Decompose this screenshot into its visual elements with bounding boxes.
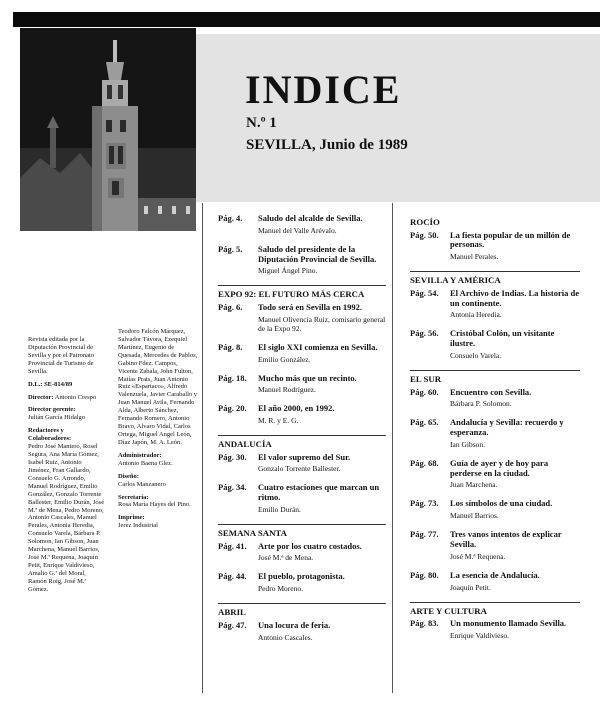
page-number: Pág. 20. <box>218 403 247 414</box>
page-number: Pág. 30. <box>218 451 247 462</box>
credits-column-left <box>28 336 106 599</box>
index-entry <box>410 499 580 520</box>
article-title: La fiesta popular de un millón de personas. <box>450 229 571 250</box>
article-title: El Archivo de Indias. La historia de un continente. <box>450 287 580 308</box>
article-author: Manuel del Valle Arévalo. <box>258 225 337 235</box>
index-entry <box>410 459 580 490</box>
page-number: Pág. 83. <box>410 618 439 629</box>
index-column-middle <box>218 214 386 652</box>
city-date: SEVILLA, Junio de 1989 <box>246 137 408 153</box>
collaborators-list-b: Teodoro Falcón Márquez, Salvador Távora, Ezequiel Martínez, Eugenio de Quesada, Mercedes de Pablos, Gabino Fdez. Campos, Vicente Zabala, John Fulton, Matías Prats, Juan Antonio Ruiz «Espartaco», Alfredo Valenzuela, Javier Caraballo y Juan Manuel Avila, Fernando Alda, Alberto Sánchez, Fernando Romero, Antonio Bravo, Alvaro Vidal, Carlos Ortega, Miguel Angel León, Díaz Japón, M. A. León. <box>118 328 198 446</box>
index-entry <box>410 289 580 320</box>
giralda-tower-image <box>20 28 196 231</box>
section-heading: ROCÍO <box>410 217 440 227</box>
article-title: Mucho más que un recinto. <box>258 372 357 383</box>
section-divider <box>410 271 580 272</box>
article-title: Los símbolos de una ciudad. <box>450 498 553 509</box>
page-number: Pág. 6. <box>218 301 243 312</box>
page-number: Pág. 56. <box>410 328 439 339</box>
column-divider-1 <box>202 203 203 693</box>
article-author: Enrique Valdivieso. <box>450 630 510 640</box>
article-author: Miguel Ángel Pino. <box>258 266 318 276</box>
section-heading: SEMANA SANTA <box>218 528 288 538</box>
print-label: Imprime: <box>118 514 145 522</box>
page-number: Pág. 68. <box>410 457 439 468</box>
index-entry <box>218 303 386 333</box>
secretary-label: Secretaría: <box>118 493 149 501</box>
article-author: M. R. y E. G. <box>258 416 299 426</box>
article-title: Un monumento llamado Sevilla. <box>450 618 567 629</box>
article-author: Bárbara P. Solomon. <box>450 399 512 409</box>
article-author: Emilio González. <box>258 354 311 364</box>
index-entry <box>410 418 580 449</box>
article-title: Andalucía y Sevilla: recuerdo y esperanza. <box>450 417 564 438</box>
design-label: Diseño: <box>118 472 139 480</box>
collaborators-list-a: Pedro José Mantero, Rosel Segura, Ana María Gómez, Isabel Ruiz, Antonio Jiménez, Fran Gallardo, Consuelo G. Arrondo, Manuel Rodríguez, Emilio González, Gonzalo Torrente Ballester, Emilio Durán, José M.ª de Mena, Pedro Moreno, Antonio Cascales, Manuel Perales, Antonia Heredia, Consuelo Varela, Bárbara P. Solomon, Ian Gibson, Juan Marchena, Manuel Barrios, José M.ª Requena, Joaquín Petit, Enrique Valdivieso, Amalio G.ª del Moral, Ramón Roig, José M.ª Gómez. <box>28 443 105 593</box>
page-number: Pág. 65. <box>410 417 439 428</box>
admin-label: Administrador: <box>118 451 162 459</box>
article-title: Tres vanos intentos de explicar Sevilla. <box>450 529 562 549</box>
section-divider <box>410 370 580 371</box>
index-entry <box>218 542 386 563</box>
article-title: La esencia de Andalucía. <box>450 569 540 580</box>
article-title: Saludo del presidente de la Diputación Provincial de Sevilla. <box>258 243 377 264</box>
index-entry <box>218 374 386 395</box>
index-title: INDICE <box>245 67 402 112</box>
article-title: Cuatro estaciones que marcan un ritmo. <box>258 482 380 503</box>
section-divider <box>218 603 386 604</box>
article-author: José M.ª de Mena. <box>258 553 314 563</box>
index-entry <box>410 231 580 262</box>
index-entry <box>410 619 580 640</box>
index-entry <box>218 404 386 425</box>
collaborators-label: Redactores y Colaboradores: <box>28 427 72 443</box>
secretary-name: Rosa María Hayes del Pino. <box>118 501 191 509</box>
article-title: El siglo XXI comienza en Sevilla. <box>258 341 378 352</box>
section-heading: EXPO 92: EL FUTURO MÁS CERCA <box>218 289 365 300</box>
index-entry <box>218 621 386 642</box>
page-number: Pág. 8. <box>218 341 243 352</box>
article-title: Encuentro con Sevilla. <box>450 386 532 397</box>
article-title: Cristóbal Colón, un visitante ilustre. <box>450 328 555 349</box>
index-entry <box>410 388 580 409</box>
legal-deposit: D.L.: SE-814/89 <box>28 380 73 388</box>
page-number: Pág. 34. <box>218 482 247 493</box>
column-divider-2 <box>392 203 393 693</box>
article-title: El valor supremo del Sur. <box>258 451 351 462</box>
index-entry <box>410 329 580 360</box>
design-name: Carlos Manzanero <box>118 480 166 488</box>
article-author: Gonzalo Torrente Ballester. <box>258 464 341 474</box>
manager-name: Julián García Hidalgo <box>28 414 86 422</box>
director-label: Director: <box>28 393 54 401</box>
article-author: Antonia Heredia. <box>450 310 502 320</box>
section-heading: ABRIL <box>218 607 246 618</box>
index-entry <box>218 343 386 364</box>
article-title: Arte por los cuatro costados. <box>258 540 362 551</box>
section-heading: ARTE Y CULTURA <box>410 605 487 616</box>
admin-name: Antonio Baena Glez. <box>118 459 173 467</box>
article-author: Manuel Barrios. <box>450 511 499 521</box>
article-title: Todo será en Sevilla en 1992. <box>258 301 363 312</box>
section-divider <box>218 524 386 525</box>
article-author: Antonio Cascales. <box>258 632 313 642</box>
printer-name: Jerez Industrial <box>118 522 158 530</box>
section-divider <box>218 435 386 436</box>
index-entry <box>218 453 386 474</box>
article-author: Manuel Perales. <box>450 252 499 262</box>
article-author: Joaquín Petit. <box>450 582 491 592</box>
page-number: Pág. 80. <box>410 569 439 580</box>
article-title: Una locura de feria. <box>258 619 331 630</box>
giralda-photo <box>20 28 196 231</box>
page-number: Pág. 18. <box>218 372 247 383</box>
director-name: Antonio Crespo <box>54 393 97 401</box>
article-author: Manuel Rodríguez. <box>258 385 316 395</box>
page-number: Pág. 60. <box>410 386 439 397</box>
credits-column-right <box>118 328 198 535</box>
page-number: Pág. 41. <box>218 540 247 551</box>
article-title: Saludo del alcalde de Sevilla. <box>258 213 363 223</box>
article-author: Consuelo Varela. <box>450 350 502 360</box>
article-title: El año 2000, en 1992. <box>258 403 335 414</box>
section-heading: EL SUR <box>410 373 442 384</box>
issue-number: N.º 1 <box>246 115 277 131</box>
index-entry <box>218 245 386 276</box>
section-heading: SEVILLA Y AMÉRICA <box>410 275 501 286</box>
index-entry <box>218 214 386 235</box>
article-title: Guía de ayer y de hoy para perderse en la ciudad. <box>450 457 549 478</box>
article-author: José M.ª Requena. <box>450 551 506 561</box>
index-column-right <box>410 218 580 650</box>
page-number: Pág. 44. <box>218 571 247 582</box>
article-title: El pueblo, protagonista. <box>258 571 345 582</box>
manager-label: Director gerente: <box>28 406 76 414</box>
page-number: Pág. 4. <box>218 213 243 223</box>
page-number: Pág. 47. <box>218 619 247 630</box>
publisher-intro: Revista editada por la Diputación Provincial de Sevilla y por el Patronato Provincial de Turismo de Sevilla. <box>28 336 95 375</box>
page-number: Pág. 50. <box>410 229 439 240</box>
index-entry <box>410 530 580 561</box>
index-entry <box>218 572 386 593</box>
article-author: Pedro Moreno. <box>258 584 303 594</box>
section-heading: ANDALUCÍA <box>218 439 272 450</box>
section-divider <box>218 285 386 286</box>
article-author: Manuel Olivencia Ruiz, comisario general de la Expo 92. <box>258 314 386 333</box>
article-author: Juan Marchena. <box>450 480 498 490</box>
page-number: Pág. 54. <box>410 287 439 298</box>
page-number: Pág. 73. <box>410 498 439 509</box>
section-divider <box>410 602 580 603</box>
article-author: Emilio Durán. <box>258 505 301 514</box>
top-black-bar <box>13 12 600 27</box>
index-entry <box>218 483 386 514</box>
page-number: Pág. 5. <box>218 243 243 254</box>
article-author: Ian Gibson. <box>450 439 485 449</box>
index-entry <box>410 571 580 592</box>
page-number: Pág. 77. <box>410 529 439 540</box>
